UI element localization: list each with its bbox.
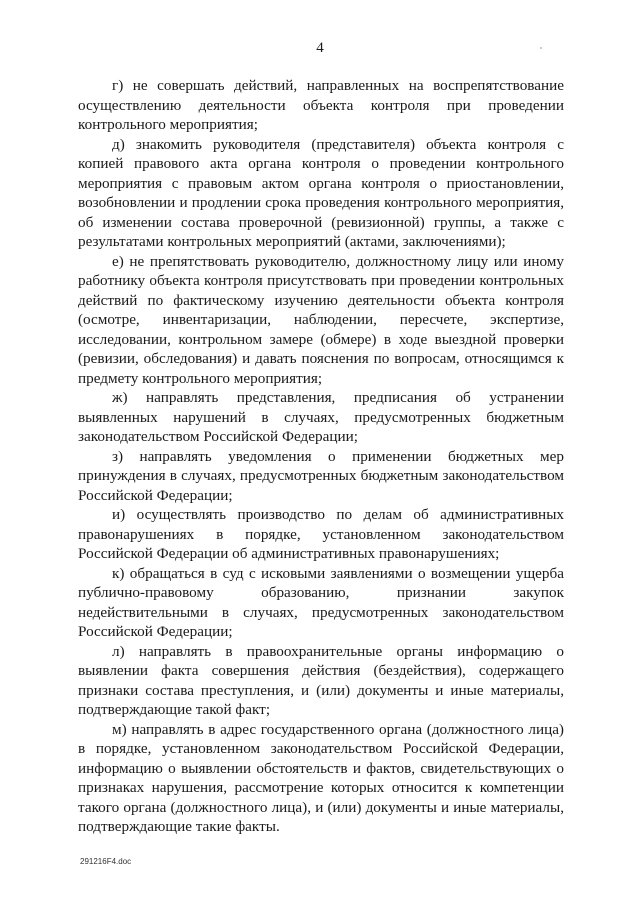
footer-file-code: 291216F4.doc — [80, 857, 132, 866]
paragraph-d: д) знакомить руководителя (представителя) объекта контроля с копией правового акта органа контроля о проведении контрольного мероприятия с правовым актом органа контроля о приостановлении, возобновлении и продлении срока проведения контрольного мероприятия, об изменении состава проверочной (ревизионной) группы, а также с результатами контрольных мероприятий (актами, заключениями); — [78, 135, 564, 250]
page-number: 4 — [316, 40, 324, 56]
paragraph-l: л) направлять в правоохранительные органы информацию о выявлении факта совершения действия (бездействия), содержащего признаки состава преступления, и (или) документы и иные материалы, подтверждающие такой факт; — [78, 642, 564, 718]
paragraph-k: к) обращаться в суд с исковыми заявлениями о возмещении ущерба публично-правовому образованию, признании закупок недействительными в случаях, предусмотренных законодательством Российской Федерации; — [78, 564, 564, 640]
paragraph-g: г) не совершать действий, направленных на воспрепятствование осуществлению деятельности объекта контроля при проведении контрольного мероприятия; — [78, 77, 564, 133]
scan-speck — [540, 47, 542, 49]
paragraph-m: м) направлять в адрес государственного органа (должностного лица) в порядке, установленном законодательством Российской Федерации, информацию о выявлении обстоятельств и фактов, свидетельствующих о признаках нарушения, рассмотрение которых относится к компетенции такого органа (должностного лица), и (или) документы и иные материалы, подтверждающие такие факты. — [78, 720, 564, 835]
document-body — [78, 76, 564, 837]
paragraph-e: е) не препятствовать руководителю, должностному лицу или иному работнику объекта контроля присутствовать при проведении контрольных действий по фактическому изучению деятельности объекта контроля (осмотре, инвентаризации, наблюдении, пересчете, экспертизе, исследовании, контрольном замере (обмере) в ходе выездной проверки (ревизии, обследования) и давать пояснения по вопросам, относящимся к предмету контрольного мероприятия; — [78, 252, 564, 387]
paragraph-z: з) направлять уведомления о применении бюджетных мер принуждения в случаях, предусмотренных бюджетным законодательством Российской Федерации; — [78, 447, 564, 504]
paragraph-i: и) осуществлять производство по делам об административных правонарушениях в порядке, установленном законодательством Российской Федерации об административных правонарушениях; — [78, 506, 564, 562]
paragraph-zh: ж) направлять представления, предписания об устранении выявленных нарушений в случаях, предусмотренных бюджетным законодательством Российской Федерации; — [78, 389, 564, 445]
